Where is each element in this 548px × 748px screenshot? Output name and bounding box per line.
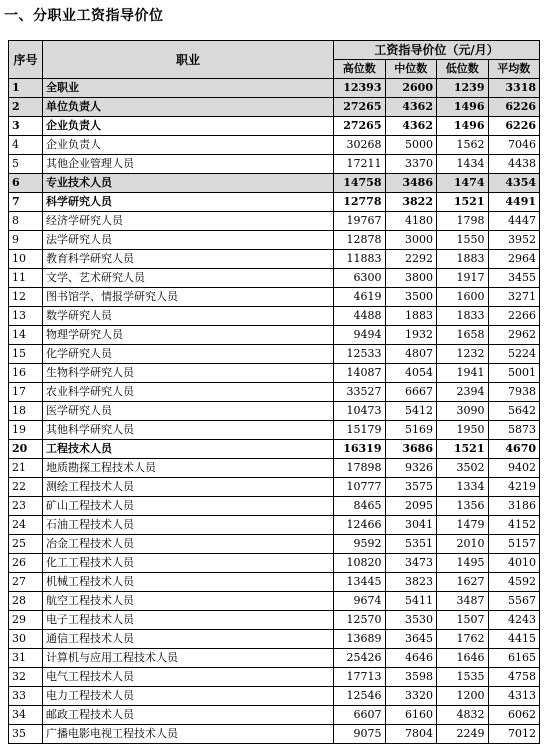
table-row — [9, 649, 540, 668]
table-row — [9, 497, 540, 516]
high-value-cell: 12533 — [334, 345, 386, 364]
section-heading: 一、分职业工资指导价位 — [4, 8, 164, 24]
occupation-cell: 企业负责人 — [43, 117, 334, 136]
occupation-cell: 其他企业管理人员 — [43, 155, 334, 174]
row-index-cell: 14 — [9, 326, 43, 345]
avg-value-cell: 4415 — [488, 630, 540, 649]
occupation-cell: 其他科学研究人员 — [43, 421, 334, 440]
high-value-cell: 16319 — [334, 440, 386, 459]
mid-value-cell: 5412 — [385, 402, 437, 421]
low-value-cell: 1200 — [437, 687, 489, 706]
high-value-cell: 11883 — [334, 250, 386, 269]
row-index-cell: 6 — [9, 174, 43, 193]
high-value-cell: 10473 — [334, 402, 386, 421]
row-index-cell: 35 — [9, 725, 43, 744]
occupation-cell: 地质勘探工程技术人员 — [43, 459, 334, 478]
mid-value-cell: 4180 — [385, 212, 437, 231]
low-value-cell: 1474 — [437, 174, 489, 193]
table-row — [9, 79, 540, 98]
high-value-cell: 25426 — [334, 649, 386, 668]
row-index-cell: 15 — [9, 345, 43, 364]
column-header-high: 高位数 — [334, 60, 386, 79]
high-value-cell: 10820 — [334, 554, 386, 573]
occupation-cell: 全职业 — [43, 79, 334, 98]
high-value-cell: 6607 — [334, 706, 386, 725]
occupation-cell: 生物科学研究人员 — [43, 364, 334, 383]
row-index-cell: 11 — [9, 269, 43, 288]
row-index-cell: 33 — [9, 687, 43, 706]
high-value-cell: 9674 — [334, 592, 386, 611]
table-row — [9, 630, 540, 649]
occupation-cell: 化工工程技术人员 — [43, 554, 334, 573]
low-value-cell: 1798 — [437, 212, 489, 231]
table-row — [9, 725, 540, 744]
occupation-cell: 经济学研究人员 — [43, 212, 334, 231]
low-value-cell: 1521 — [437, 193, 489, 212]
high-value-cell: 12878 — [334, 231, 386, 250]
avg-value-cell: 4354 — [488, 174, 540, 193]
low-value-cell: 1356 — [437, 497, 489, 516]
avg-value-cell: 5567 — [488, 592, 540, 611]
mid-value-cell: 3686 — [385, 440, 437, 459]
mid-value-cell: 3822 — [385, 193, 437, 212]
row-index-cell: 30 — [9, 630, 43, 649]
occupation-cell: 机械工程技术人员 — [43, 573, 334, 592]
row-index-cell: 32 — [9, 668, 43, 687]
mid-value-cell: 4362 — [385, 117, 437, 136]
avg-value-cell: 7012 — [488, 725, 540, 744]
high-value-cell: 4619 — [334, 288, 386, 307]
mid-value-cell: 3598 — [385, 668, 437, 687]
occupation-cell: 化学研究人员 — [43, 345, 334, 364]
table-body — [9, 79, 540, 744]
avg-value-cell: 3952 — [488, 231, 540, 250]
occupation-cell: 矿山工程技术人员 — [43, 497, 334, 516]
mid-value-cell: 3473 — [385, 554, 437, 573]
low-value-cell: 1562 — [437, 136, 489, 155]
avg-value-cell: 4670 — [488, 440, 540, 459]
table-row — [9, 231, 540, 250]
high-value-cell: 15179 — [334, 421, 386, 440]
mid-value-cell: 3800 — [385, 269, 437, 288]
high-value-cell: 27265 — [334, 98, 386, 117]
avg-value-cell: 4447 — [488, 212, 540, 231]
occupation-cell: 广播电影电视工程技术人员 — [43, 725, 334, 744]
occupation-cell: 图书馆学、情报学研究人员 — [43, 288, 334, 307]
table-row — [9, 117, 540, 136]
mid-value-cell: 3041 — [385, 516, 437, 535]
row-index-cell: 17 — [9, 383, 43, 402]
occupation-cell: 邮政工程技术人员 — [43, 706, 334, 725]
row-index-cell: 9 — [9, 231, 43, 250]
mid-value-cell: 9326 — [385, 459, 437, 478]
occupation-cell: 法学研究人员 — [43, 231, 334, 250]
table-row — [9, 611, 540, 630]
row-index-cell: 2 — [9, 98, 43, 117]
column-header-index: 序号 — [9, 41, 43, 79]
occupation-cell: 通信工程技术人员 — [43, 630, 334, 649]
table-row — [9, 402, 540, 421]
high-value-cell: 14087 — [334, 364, 386, 383]
occupation-cell: 物理学研究人员 — [43, 326, 334, 345]
mid-value-cell: 3000 — [385, 231, 437, 250]
low-value-cell: 2394 — [437, 383, 489, 402]
low-value-cell: 1917 — [437, 269, 489, 288]
high-value-cell: 12570 — [334, 611, 386, 630]
high-value-cell: 13689 — [334, 630, 386, 649]
avg-value-cell: 3186 — [488, 497, 540, 516]
avg-value-cell: 3271 — [488, 288, 540, 307]
avg-value-cell: 3455 — [488, 269, 540, 288]
low-value-cell: 2249 — [437, 725, 489, 744]
table-row — [9, 136, 540, 155]
occupation-cell: 教育科学研究人员 — [43, 250, 334, 269]
column-header-mid: 中位数 — [385, 60, 437, 79]
mid-value-cell: 6667 — [385, 383, 437, 402]
table-row — [9, 421, 540, 440]
low-value-cell: 1646 — [437, 649, 489, 668]
mid-value-cell: 3645 — [385, 630, 437, 649]
occupation-cell: 石油工程技术人员 — [43, 516, 334, 535]
occupation-cell: 数学研究人员 — [43, 307, 334, 326]
occupation-cell: 农业科学研究人员 — [43, 383, 334, 402]
table-row — [9, 687, 540, 706]
avg-value-cell: 7046 — [488, 136, 540, 155]
occupation-cell: 单位负责人 — [43, 98, 334, 117]
high-value-cell: 30268 — [334, 136, 386, 155]
row-index-cell: 18 — [9, 402, 43, 421]
row-index-cell: 12 — [9, 288, 43, 307]
avg-value-cell: 4152 — [488, 516, 540, 535]
row-index-cell: 29 — [9, 611, 43, 630]
table-row — [9, 155, 540, 174]
table-row — [9, 174, 540, 193]
table-row — [9, 668, 540, 687]
occupation-cell: 航空工程技术人员 — [43, 592, 334, 611]
table-row — [9, 440, 540, 459]
table-row — [9, 269, 540, 288]
high-value-cell: 12546 — [334, 687, 386, 706]
mid-value-cell: 6160 — [385, 706, 437, 725]
high-value-cell: 14758 — [334, 174, 386, 193]
mid-value-cell: 1883 — [385, 307, 437, 326]
column-header-occupation: 职业 — [43, 41, 334, 79]
low-value-cell: 1941 — [437, 364, 489, 383]
mid-value-cell: 4054 — [385, 364, 437, 383]
row-index-cell: 21 — [9, 459, 43, 478]
table-row — [9, 345, 540, 364]
row-index-cell: 1 — [9, 79, 43, 98]
high-value-cell: 8465 — [334, 497, 386, 516]
avg-value-cell: 7938 — [488, 383, 540, 402]
occupation-cell: 计算机与应用工程技术人员 — [43, 649, 334, 668]
row-index-cell: 26 — [9, 554, 43, 573]
avg-value-cell: 2964 — [488, 250, 540, 269]
high-value-cell: 27265 — [334, 117, 386, 136]
occupation-cell: 科学研究人员 — [43, 193, 334, 212]
column-header-low: 低位数 — [437, 60, 489, 79]
avg-value-cell: 4243 — [488, 611, 540, 630]
avg-value-cell: 5873 — [488, 421, 540, 440]
row-index-cell: 25 — [9, 535, 43, 554]
row-index-cell: 34 — [9, 706, 43, 725]
avg-value-cell: 6165 — [488, 649, 540, 668]
avg-value-cell: 4438 — [488, 155, 540, 174]
table-row — [9, 98, 540, 117]
avg-value-cell: 4313 — [488, 687, 540, 706]
high-value-cell: 19767 — [334, 212, 386, 231]
avg-value-cell: 4758 — [488, 668, 540, 687]
table-row — [9, 554, 540, 573]
table-row — [9, 459, 540, 478]
mid-value-cell: 4362 — [385, 98, 437, 117]
high-value-cell: 9494 — [334, 326, 386, 345]
mid-value-cell: 3530 — [385, 611, 437, 630]
occupation-cell: 医学研究人员 — [43, 402, 334, 421]
mid-value-cell: 2600 — [385, 79, 437, 98]
row-index-cell: 10 — [9, 250, 43, 269]
low-value-cell: 1496 — [437, 98, 489, 117]
avg-value-cell: 5642 — [488, 402, 540, 421]
low-value-cell: 1762 — [437, 630, 489, 649]
column-group-header-wage: 工资指导价位（元/月） — [334, 41, 540, 60]
high-value-cell: 9075 — [334, 725, 386, 744]
low-value-cell: 1950 — [437, 421, 489, 440]
high-value-cell: 17211 — [334, 155, 386, 174]
low-value-cell: 1521 — [437, 440, 489, 459]
low-value-cell: 1495 — [437, 554, 489, 573]
avg-value-cell: 4592 — [488, 573, 540, 592]
row-index-cell: 8 — [9, 212, 43, 231]
low-value-cell: 1535 — [437, 668, 489, 687]
low-value-cell: 1627 — [437, 573, 489, 592]
avg-value-cell: 4491 — [488, 193, 540, 212]
high-value-cell: 12393 — [334, 79, 386, 98]
row-index-cell: 13 — [9, 307, 43, 326]
occupation-cell: 工程技术人员 — [43, 440, 334, 459]
row-index-cell: 16 — [9, 364, 43, 383]
wage-guidance-table — [8, 40, 540, 744]
table-row — [9, 364, 540, 383]
mid-value-cell: 5351 — [385, 535, 437, 554]
low-value-cell: 3090 — [437, 402, 489, 421]
high-value-cell: 33527 — [334, 383, 386, 402]
avg-value-cell: 9402 — [488, 459, 540, 478]
table-row — [9, 573, 540, 592]
avg-value-cell: 4219 — [488, 478, 540, 497]
row-index-cell: 7 — [9, 193, 43, 212]
occupation-cell: 电气工程技术人员 — [43, 668, 334, 687]
low-value-cell: 1496 — [437, 117, 489, 136]
low-value-cell: 1479 — [437, 516, 489, 535]
row-index-cell: 27 — [9, 573, 43, 592]
low-value-cell: 1883 — [437, 250, 489, 269]
low-value-cell: 2010 — [437, 535, 489, 554]
low-value-cell: 1334 — [437, 478, 489, 497]
occupation-cell: 文学、艺术研究人员 — [43, 269, 334, 288]
high-value-cell: 17898 — [334, 459, 386, 478]
table-row — [9, 535, 540, 554]
occupation-cell: 企业负责人 — [43, 136, 334, 155]
mid-value-cell: 3500 — [385, 288, 437, 307]
mid-value-cell: 3370 — [385, 155, 437, 174]
avg-value-cell: 2266 — [488, 307, 540, 326]
row-index-cell: 3 — [9, 117, 43, 136]
mid-value-cell: 3320 — [385, 687, 437, 706]
avg-value-cell: 5157 — [488, 535, 540, 554]
table-row — [9, 706, 540, 725]
avg-value-cell: 2962 — [488, 326, 540, 345]
mid-value-cell: 7804 — [385, 725, 437, 744]
row-index-cell: 19 — [9, 421, 43, 440]
row-index-cell: 20 — [9, 440, 43, 459]
avg-value-cell: 5001 — [488, 364, 540, 383]
mid-value-cell: 3486 — [385, 174, 437, 193]
avg-value-cell: 4010 — [488, 554, 540, 573]
occupation-cell: 专业技术人员 — [43, 174, 334, 193]
row-index-cell: 4 — [9, 136, 43, 155]
low-value-cell: 1434 — [437, 155, 489, 174]
high-value-cell: 4488 — [334, 307, 386, 326]
table-row — [9, 250, 540, 269]
low-value-cell: 1507 — [437, 611, 489, 630]
low-value-cell: 1833 — [437, 307, 489, 326]
row-index-cell: 28 — [9, 592, 43, 611]
occupation-cell: 测绘工程技术人员 — [43, 478, 334, 497]
row-index-cell: 24 — [9, 516, 43, 535]
table-row — [9, 288, 540, 307]
low-value-cell: 1600 — [437, 288, 489, 307]
table-row — [9, 478, 540, 497]
mid-value-cell: 2292 — [385, 250, 437, 269]
occupation-cell: 电力工程技术人员 — [43, 687, 334, 706]
mid-value-cell: 5411 — [385, 592, 437, 611]
row-index-cell: 22 — [9, 478, 43, 497]
high-value-cell: 6300 — [334, 269, 386, 288]
table-row — [9, 516, 540, 535]
avg-value-cell: 6226 — [488, 98, 540, 117]
low-value-cell: 1658 — [437, 326, 489, 345]
high-value-cell: 13445 — [334, 573, 386, 592]
high-value-cell: 12778 — [334, 193, 386, 212]
table-header — [9, 41, 540, 79]
high-value-cell: 10777 — [334, 478, 386, 497]
high-value-cell: 9592 — [334, 535, 386, 554]
column-header-avg: 平均数 — [488, 60, 540, 79]
avg-value-cell: 6062 — [488, 706, 540, 725]
low-value-cell: 1550 — [437, 231, 489, 250]
high-value-cell: 12466 — [334, 516, 386, 535]
table-row — [9, 193, 540, 212]
row-index-cell: 31 — [9, 649, 43, 668]
mid-value-cell: 1932 — [385, 326, 437, 345]
occupation-cell: 冶金工程技术人员 — [43, 535, 334, 554]
occupation-cell: 电子工程技术人员 — [43, 611, 334, 630]
mid-value-cell: 5169 — [385, 421, 437, 440]
low-value-cell: 1232 — [437, 345, 489, 364]
mid-value-cell: 3823 — [385, 573, 437, 592]
table-row — [9, 592, 540, 611]
mid-value-cell: 4646 — [385, 649, 437, 668]
mid-value-cell: 4807 — [385, 345, 437, 364]
avg-value-cell: 6226 — [488, 117, 540, 136]
low-value-cell: 1239 — [437, 79, 489, 98]
avg-value-cell: 5224 — [488, 345, 540, 364]
table-row — [9, 383, 540, 402]
high-value-cell: 17713 — [334, 668, 386, 687]
low-value-cell: 3502 — [437, 459, 489, 478]
low-value-cell: 3487 — [437, 592, 489, 611]
mid-value-cell: 2095 — [385, 497, 437, 516]
table-row — [9, 307, 540, 326]
row-index-cell: 23 — [9, 497, 43, 516]
low-value-cell: 4832 — [437, 706, 489, 725]
row-index-cell: 5 — [9, 155, 43, 174]
mid-value-cell: 5000 — [385, 136, 437, 155]
avg-value-cell: 3318 — [488, 79, 540, 98]
table-row — [9, 212, 540, 231]
table-row — [9, 326, 540, 345]
mid-value-cell: 3575 — [385, 478, 437, 497]
